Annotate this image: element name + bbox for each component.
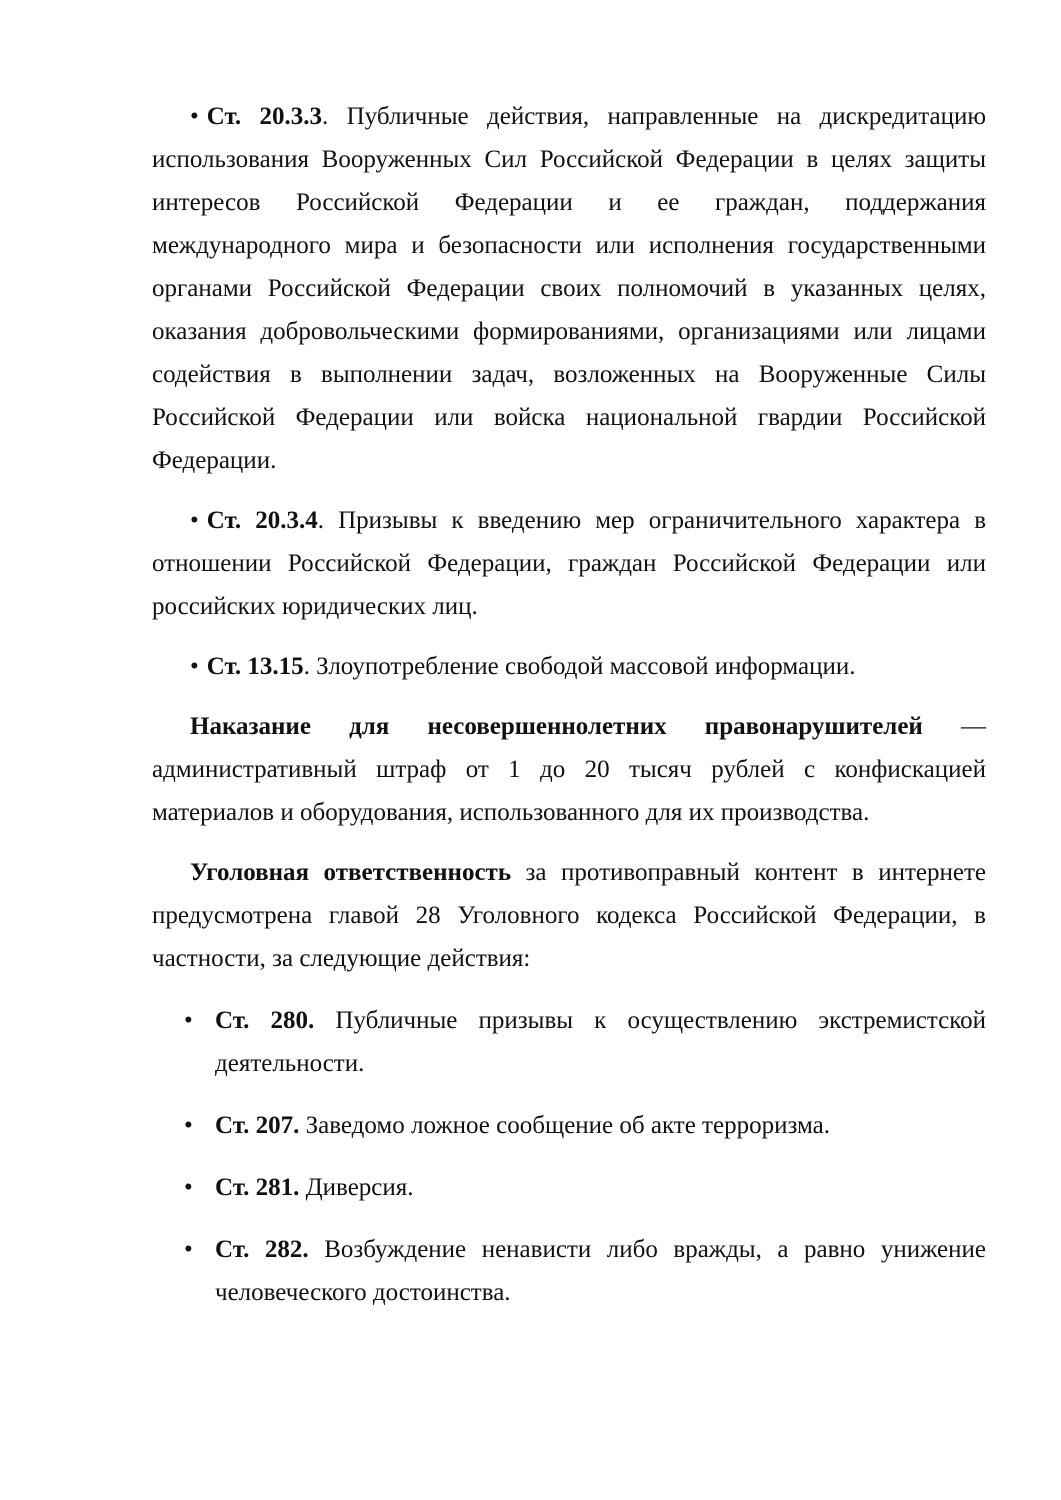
- article-text: Заведомо ложное сообщение об акте терроризма.: [299, 1112, 830, 1139]
- article-text: . Злоупотребление свободой массовой информации.: [303, 653, 856, 680]
- article-number: Ст. 207.: [215, 1112, 300, 1139]
- article-text: . Публичные действия, направленные на дискредитацию использования Вооруженных Сил Российской Федерации в целях защиты интересов Российской Федерации и ее граждан, поддержания международного мира и безопасности или исполнения государственными органами Российской Федерации своих полномочий в указанных целях, оказания добровольческими формированиями, организациями или лицами содействия в выполнении задач, возложенных на Вооруженные Силы Российской Федерации или войска национальной гвардии Российской Федерации.: [152, 103, 987, 474]
- list-item: [152, 999, 986, 1085]
- admin-article-20-3-3: [152, 95, 986, 482]
- article-text: . Призывы к введению мер ограничительного характера в отношении Российской Федерации, граждан Российской Федерации или российских юридических лиц.: [152, 507, 987, 620]
- bullet-icon: •: [190, 507, 199, 534]
- bullet-icon: •: [184, 1112, 193, 1139]
- punishment-text: — административный штраф от 1 до 20 тысяч рублей с конфискацией материалов и оборудования, использованного для их производства.: [152, 713, 986, 826]
- article-number: Ст. 20.3.3: [206, 103, 323, 130]
- criminal-heading: Уголовная ответственность: [190, 859, 512, 886]
- bullet-icon: •: [184, 1174, 193, 1201]
- punishment-heading: Наказание для несовершеннолетних правонарушителей: [190, 713, 923, 740]
- article-text: Публичные призывы к осуществлению экстремистской деятельности.: [215, 1007, 986, 1077]
- article-text: Возбуждение ненависти либо вражды, а равно унижение человеческого достоинства.: [215, 1236, 986, 1306]
- criminal-intro-text: за противоправный контент в интернете предусмотрена главой 28 Уголовного кодекса Российской Федерации, в частности, за следующие действия:: [152, 859, 986, 972]
- article-number: Ст. 281.: [215, 1174, 300, 1201]
- article-number: Ст. 20.3.4: [206, 507, 318, 534]
- article-text: Диверсия.: [299, 1174, 414, 1201]
- article-number: Ст. 280.: [215, 1007, 315, 1034]
- bullet-icon: •: [190, 103, 199, 130]
- criminal-articles-list: [152, 999, 986, 1314]
- bullet-icon: •: [184, 1007, 193, 1034]
- admin-article-13-15: [152, 645, 986, 688]
- admin-article-20-3-4: [152, 499, 986, 628]
- article-number: Ст. 13.15: [206, 653, 304, 680]
- bullet-icon: •: [184, 1236, 193, 1263]
- article-number: Ст. 282.: [215, 1236, 309, 1263]
- list-item: [152, 1228, 986, 1314]
- criminal-intro-paragraph: [152, 851, 986, 980]
- list-item: [152, 1166, 986, 1209]
- bullet-icon: •: [190, 653, 199, 680]
- punishment-paragraph: [152, 705, 986, 834]
- document-page: [152, 95, 986, 1314]
- list-item: [152, 1104, 986, 1147]
